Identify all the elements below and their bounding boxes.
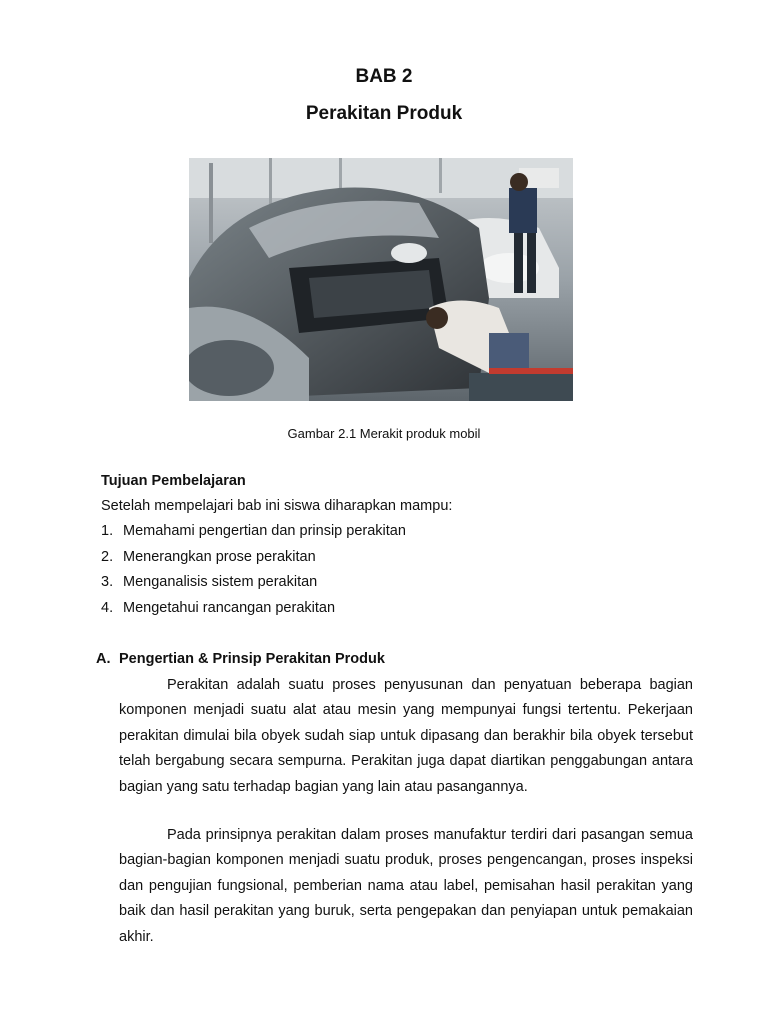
list-item-text: Mengetahui rancangan perakitan (123, 599, 336, 616)
chapter-title: Perakitan Produk (305, 103, 463, 124)
section-title: Pengertian & Prinsip Perakitan Produk (119, 651, 385, 667)
objectives-intro: Setelah mempelajari bab ini siswa diharapkan mampu: (101, 498, 453, 514)
list-item (101, 523, 406, 549)
list-item-number: 1. (101, 523, 114, 539)
list-item (101, 600, 406, 626)
list-item-number: 3. (101, 574, 114, 590)
list-item-number: 2. (101, 548, 114, 565)
section-letter: A. (96, 651, 111, 667)
section-heading (96, 651, 385, 667)
figure-caption: Gambar 2.1 Merakit produk mobil (287, 426, 481, 441)
list-item (101, 574, 406, 600)
list-item-text: Menganalisis sistem perakitan (123, 574, 318, 590)
list-item (101, 549, 406, 575)
list-item-text: Menerangkan prose perakitan (123, 548, 316, 565)
chapter-number: BAB 2 (355, 66, 413, 87)
body-paragraph: Pada prinsipnya perakitan dalam proses manufaktur terdiri dari pasangan semua bagian-bagian komponen menjadi suatu produk, proses pengencangan, proses inspeksi dan pengujian fungsional, pemberian nama atau label, pemisahan hasil perakitan yang baik dan hasil perakitan yang buruk, serta pengepakan dan penyiapan untuk pemakaian akhir. (119, 827, 693, 945)
objectives-list (101, 523, 406, 625)
list-item-number: 4. (101, 599, 114, 616)
list-item-text: Memahami pengertian dan prinsip perakitan (123, 523, 406, 539)
body-paragraph: Perakitan adalah suatu proses penyusunan dan penyatuan beberapa bagian komponen menjadi suatu alat atau mesin yang mempunyai fungsi tertentu. Pekerjaan perakitan dimulai bila obyek sudah siap untuk dipasang dan berakhir bila obyek tersebut telah bergabung secara sempurna. Perakitan juga dapat diartikan penggabungan antara bagian yang satu terhadap bagian yang lain atau pasangannya. (119, 677, 693, 795)
car-assembly-photo (189, 158, 573, 401)
objectives-heading: Tujuan Pembelajaran (101, 473, 246, 489)
